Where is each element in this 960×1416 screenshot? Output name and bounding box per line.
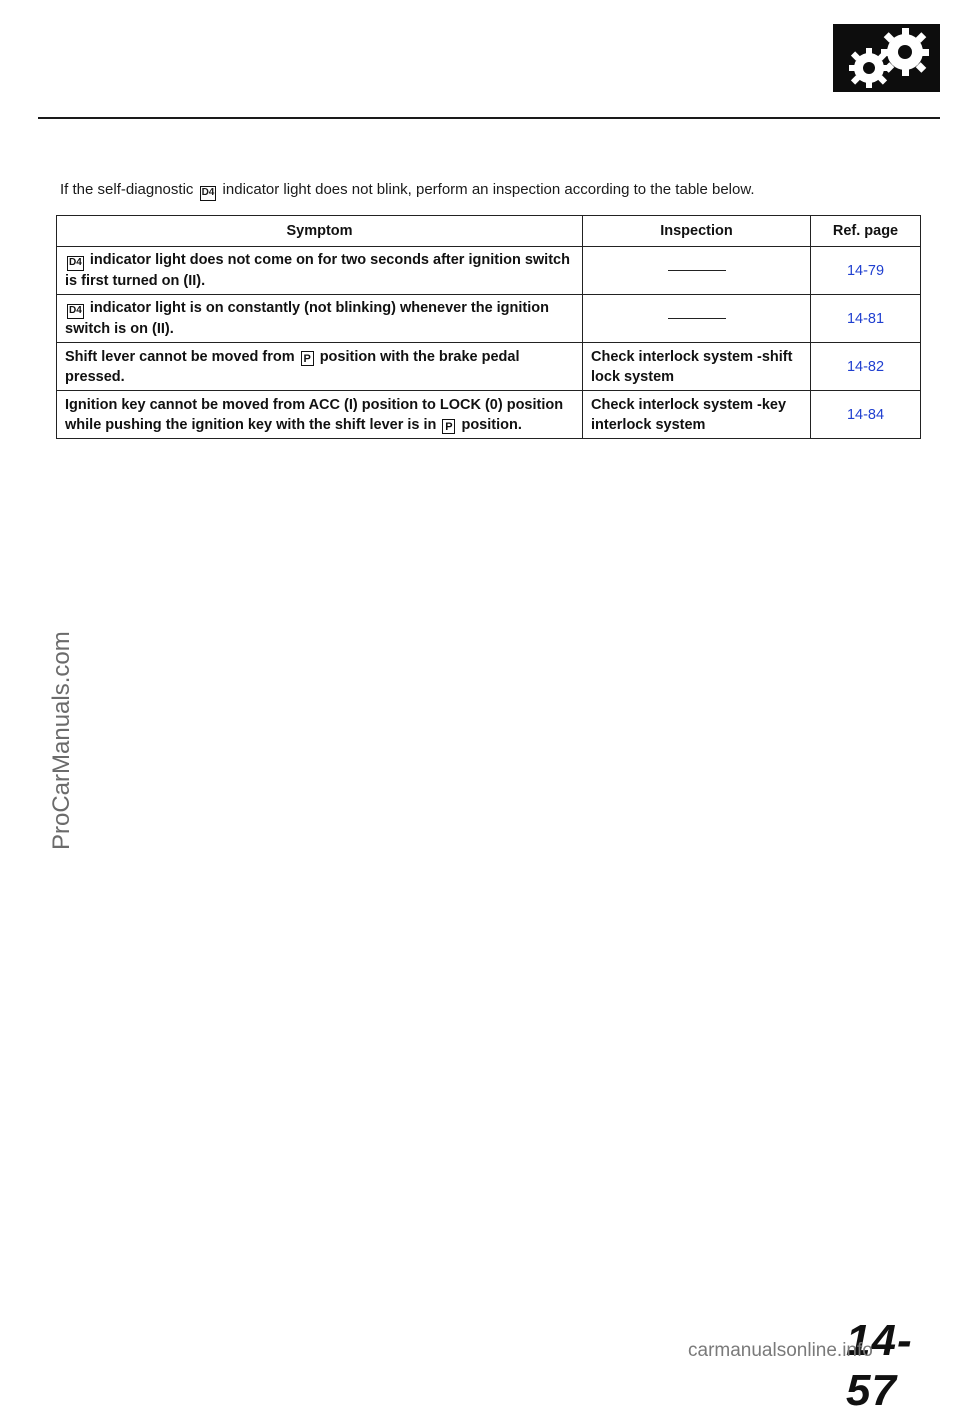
- d4-indicator-icon: D4: [67, 304, 84, 319]
- header-ref-page: Ref. page: [811, 216, 921, 247]
- ref-page-link[interactable]: 14-84: [811, 391, 921, 439]
- ref-page-link[interactable]: 14-79: [811, 247, 921, 295]
- table-row: [57, 391, 921, 439]
- intro-text-before: If the self-diagnostic: [60, 181, 194, 198]
- page-number: 14-57: [846, 1316, 913, 1415]
- park-position-icon: P: [301, 351, 314, 366]
- symptom-text: indicator light is on constantly (not blinking) whenever the ignition switch is on (II).: [65, 300, 549, 337]
- symptom-text-before: Shift lever cannot be moved from: [65, 348, 295, 365]
- ref-page-link[interactable]: 14-82: [811, 343, 921, 391]
- inspection-cell: [583, 295, 811, 343]
- table-header-row: [57, 216, 921, 247]
- park-position-icon: P: [442, 419, 455, 434]
- symptom-text-after: position.: [461, 416, 522, 433]
- inspection-cell: [583, 247, 811, 295]
- symptom-cell: [57, 343, 583, 391]
- diagnostic-table: [56, 215, 921, 439]
- inspection-cell: Check interlock system -key interlock system: [583, 391, 811, 439]
- header-symptom: Symptom: [57, 216, 583, 247]
- gear-pair-icon: [833, 24, 940, 92]
- table-row: [57, 247, 921, 295]
- symptom-cell: [57, 295, 583, 343]
- no-inspection-dash: [668, 318, 726, 320]
- inspection-cell: Check interlock system -shift lock system: [583, 343, 811, 391]
- d4-indicator-icon: D4: [67, 256, 84, 271]
- symptom-text-before: Ignition key cannot be moved from ACC (I) position to LOCK (0) position while pushing the ignition key with the shift lever is in: [65, 396, 564, 433]
- symptom-text-after: position with the brake pedal pressed.: [65, 348, 520, 385]
- header-inspection: Inspection: [583, 216, 811, 247]
- header-rule: [38, 117, 940, 119]
- ref-page-link[interactable]: 14-81: [811, 295, 921, 343]
- symptom-text: indicator light does not come on for two seconds after ignition switch is first turned on (II).: [65, 252, 570, 289]
- footer-site-link[interactable]: carmanualsonline.info: [688, 1340, 873, 1361]
- table-row: [57, 295, 921, 343]
- symptom-cell: [57, 391, 583, 439]
- no-inspection-dash: [668, 270, 726, 272]
- watermark-text: ProCarManuals.com: [48, 631, 75, 850]
- intro-text-after: indicator light does not blink, perform an inspection according to the table below.: [222, 181, 755, 198]
- symptom-cell: [57, 247, 583, 295]
- d4-indicator-icon: D4: [200, 186, 217, 201]
- table-row: [57, 343, 921, 391]
- intro-paragraph: [60, 180, 920, 201]
